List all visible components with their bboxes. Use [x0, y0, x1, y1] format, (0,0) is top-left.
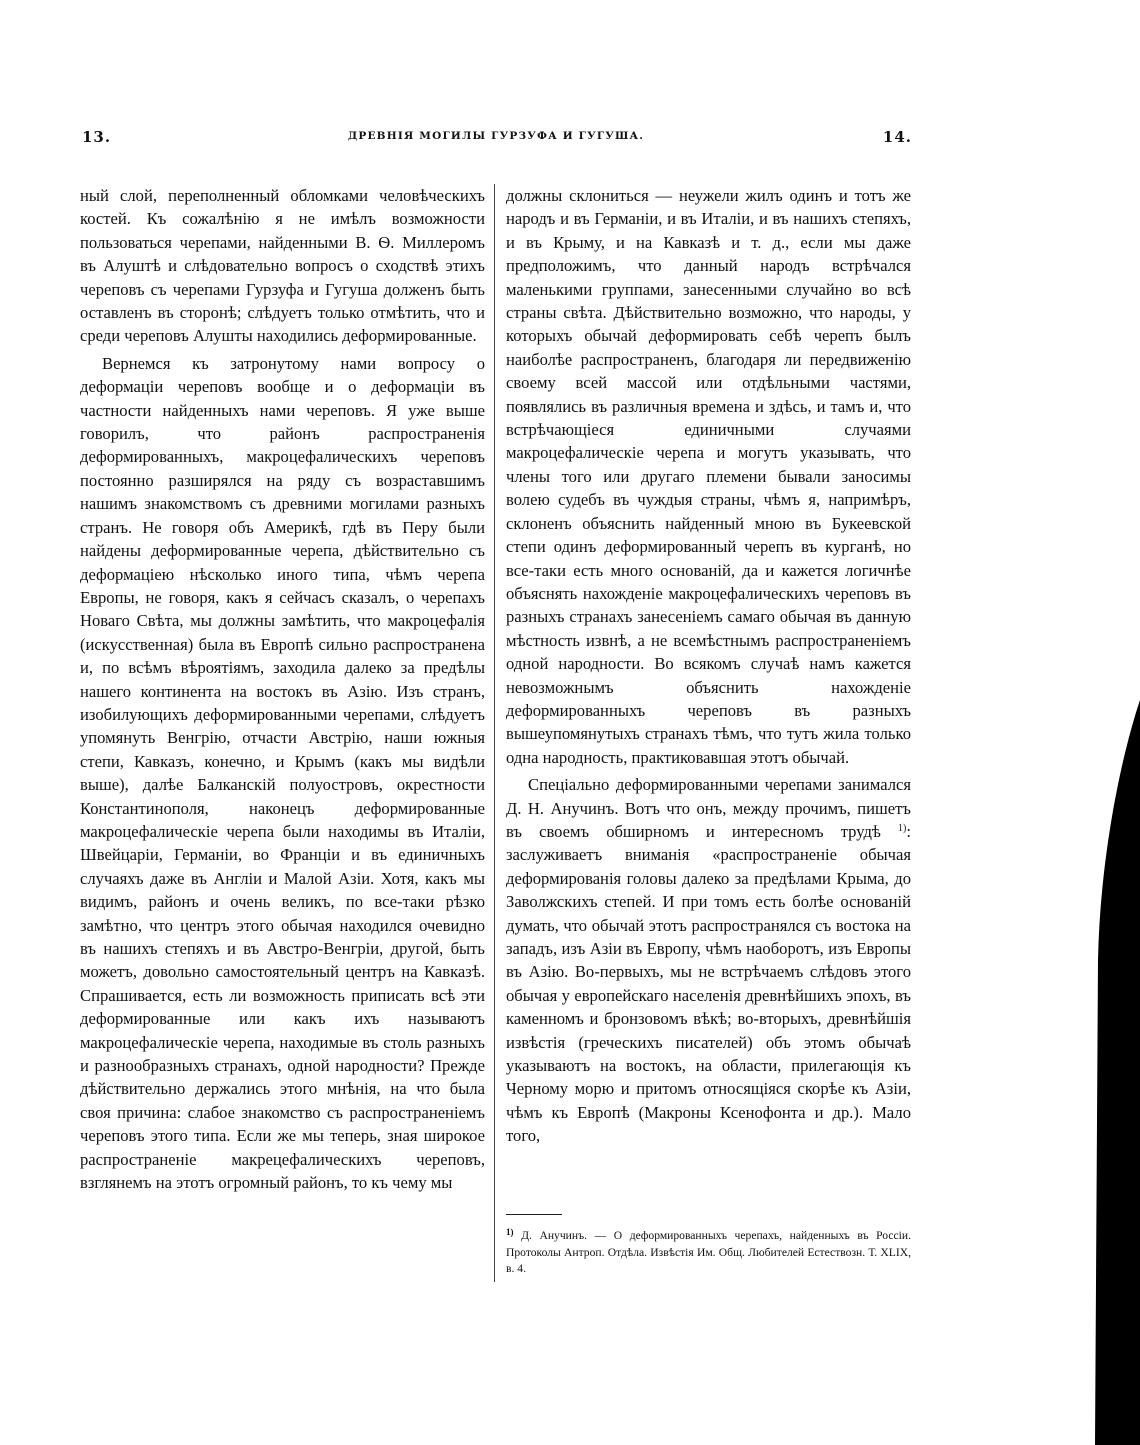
footnote-reference[interactable]: 1): [898, 822, 907, 834]
right-paragraph-2-start: Спеціально деформированными черепами занимался Д. Н. Анучинъ. Вотъ что онъ, между прочимъ, пишетъ въ своемъ обширномъ и интересномъ трудѣ: [506, 775, 911, 841]
column-divider: [494, 184, 495, 1282]
left-column: [80, 184, 485, 1198]
left-paragraph-2: Вернемся къ затронутому нами вопросу о деформаціи череповъ вообще и о деформаціи въ частности найденныхъ нами череповъ. Я уже выше говорилъ, что районъ распространенія деформированныхъ, макроцефалическихъ череповъ постоянно разширялся на ряду съ возраставшимъ нашимъ знакомствомъ съ древними могилами разныхъ странъ. Не говоря объ Америкѣ, гдѣ въ Перу были найдены деформированные черепа, дѣйствительно съ деформаціею нѣсколько иного типа, чѣмъ черепа Европы, не говоря, какъ я сейчасъ сказалъ, о черепахъ Новаго Свѣта, мы должны замѣтить, что макроцефалія (искусственная) была въ Европѣ сильно распространена и, по всѣмъ вѣроятіямъ, заходила далеко за предѣлы нашего континента на востокъ въ Азію. Изъ странъ, изобилующихъ деформированными черепами, слѣдуетъ упомянуть Венгрію, отчасти Австрію, наши южныя степи, Кавказъ, конечно, и Крымъ (какъ мы видѣли выше), далѣе Балканскій полуостровъ, окрестности Константинополя, наконецъ деформированные макроцефалическіе черепа были находимы въ Италіи, Швейцаріи, Германіи, во Франціи и въ единичныхъ случаяхъ даже въ Англіи и Малой Азіи. Хотя, какъ мы видимъ, районъ и очень великъ, по все-таки рѣзко замѣтно, что центръ этого обычая находился очевидно въ нашихъ степяхъ и въ Австро-Венгріи, другой, быть можетъ, довольно самостоятельный центръ на Кавказѣ. Спрашивается, есть ли возможность приписать всѣ эти деформированные или какъ ихъ называютъ макроцефалическіе черепа, находимые въ столь разныхъ и разнообразныхъ странахъ, одной народности? Прежде дѣйствительно держались этого мнѣнія, на что была своя причина: слабое знакомство съ распространеніемъ череповъ этого типа. Если же мы теперь, зная широкое распространеніе макрецефалическихъ череповъ, взглянемъ на этотъ огромный районъ, то къ чему мы: [80, 353, 485, 1193]
right-paragraph-2-rest: : заслуживаетъ вниманія «распространеніе обычая деформированія головы далеко за предѣлами Крыма, до Заволжскихъ степей. И при томъ есть болѣе основаній думать, что обычай этотъ распространялся съ востока на западъ, изъ Азіи въ Европу, чѣмъ наоборотъ, изъ Европы въ Азію. Во-первыхъ, мы не встрѣчаемъ слѣдовъ этого обычая у европейскаго населенія древнѣйшихъ эпохъ, въ каменномъ и бронзовомъ вѣкѣ; во-вторыхъ, древнѣйшія извѣстія (греческихъ писателей) объ этомъ обычаѣ указываютъ на востокъ, на области, прилегающія къ Черному морю и притомъ относящіяся скорѣе къ Азіи, чѣмъ къ Европѣ (Макроны Ксенофонта и др.). Мало того,: [506, 821, 911, 1146]
right-page-number: 14.: [882, 128, 912, 146]
right-column: [506, 184, 911, 1152]
footnote: [506, 1224, 911, 1278]
footnote-mark: 1): [506, 1227, 514, 1237]
right-paragraph-2: [506, 773, 911, 1148]
running-title: ДРЕВНІЯ МОГИЛЫ ГУРЗУФА И ГУГУША.: [347, 130, 645, 142]
page-edge-shadow: [1040, 0, 1140, 1445]
left-page-number: 13.: [82, 128, 112, 146]
right-paragraph-1: должны склониться — неужели жилъ одинъ и тотъ же народъ и въ Германіи, и въ Италіи, и въ нашихъ степяхъ, и въ Крыму, и на Кавказѣ и т. д., если мы даже предположимъ, что данный народъ встрѣчался маленькими группами, занесенными случайно во всѣ страны свѣта. Дѣйствительно возможно, что народы, у которыхъ обычай деформировать себѣ черепъ былъ наиболѣе распространенъ, благодаря ли передвиженію своему всей массой или отдѣльными частями, появлялись въ различныя времена и здѣсь, и тамъ и, что встрѣчающіеся единичными случаями макроцефалическіе черепа и могутъ указывать, что члены того или другаго племени бывали заносимы волею судебъ въ чуждыя страны, чѣмъ я, напримѣръ, склоненъ объяснить найденный мною въ Букеевской степи одинъ деформированный черепъ въ курганѣ, но все-таки есть много основаній, да и кажется логичнѣе объяснять нахожденіе макроцефалическихъ череповъ въ разныхъ странахъ занесеніемъ самаго обычая въ данную мѣстность извнѣ, а не всемѣстнымъ распространеніемъ одной народности. Во всякомъ случаѣ намъ кажется невозможнымъ объяснить нахожденіе деформированныхъ череповъ въ разныхъ вышеупомянутыхъ странахъ тѣмъ, что тутъ жила только одна народность, практиковавшая этотъ обычай.: [506, 186, 911, 767]
footnote-text: Д. Анучинъ. — О деформированныхъ черепахъ, найденныхъ въ Россіи. Протоколы Антроп. Отдѣла. Извѣстія Им. Общ. Любителей Естествозн. Т. XLIX, в. 4.: [506, 1229, 911, 1276]
page-header: [80, 128, 912, 152]
left-paragraph-1: ный слой, переполненный обломками человѣческихъ костей. Къ сожалѣнію я не имѣлъ возможности пользоваться черепами, найденными В. Ѳ. Миллеромъ въ Алуштѣ и слѣдовательно вопросъ о сходствѣ этихъ череповъ съ черепами Гурзуфа и Гугуша долженъ быть оставленъ въ сторонѣ; слѣдуетъ только отмѣтить, что и среди череповъ Алушты находились деформированные.: [80, 186, 485, 346]
footnote-rule: [506, 1214, 562, 1215]
